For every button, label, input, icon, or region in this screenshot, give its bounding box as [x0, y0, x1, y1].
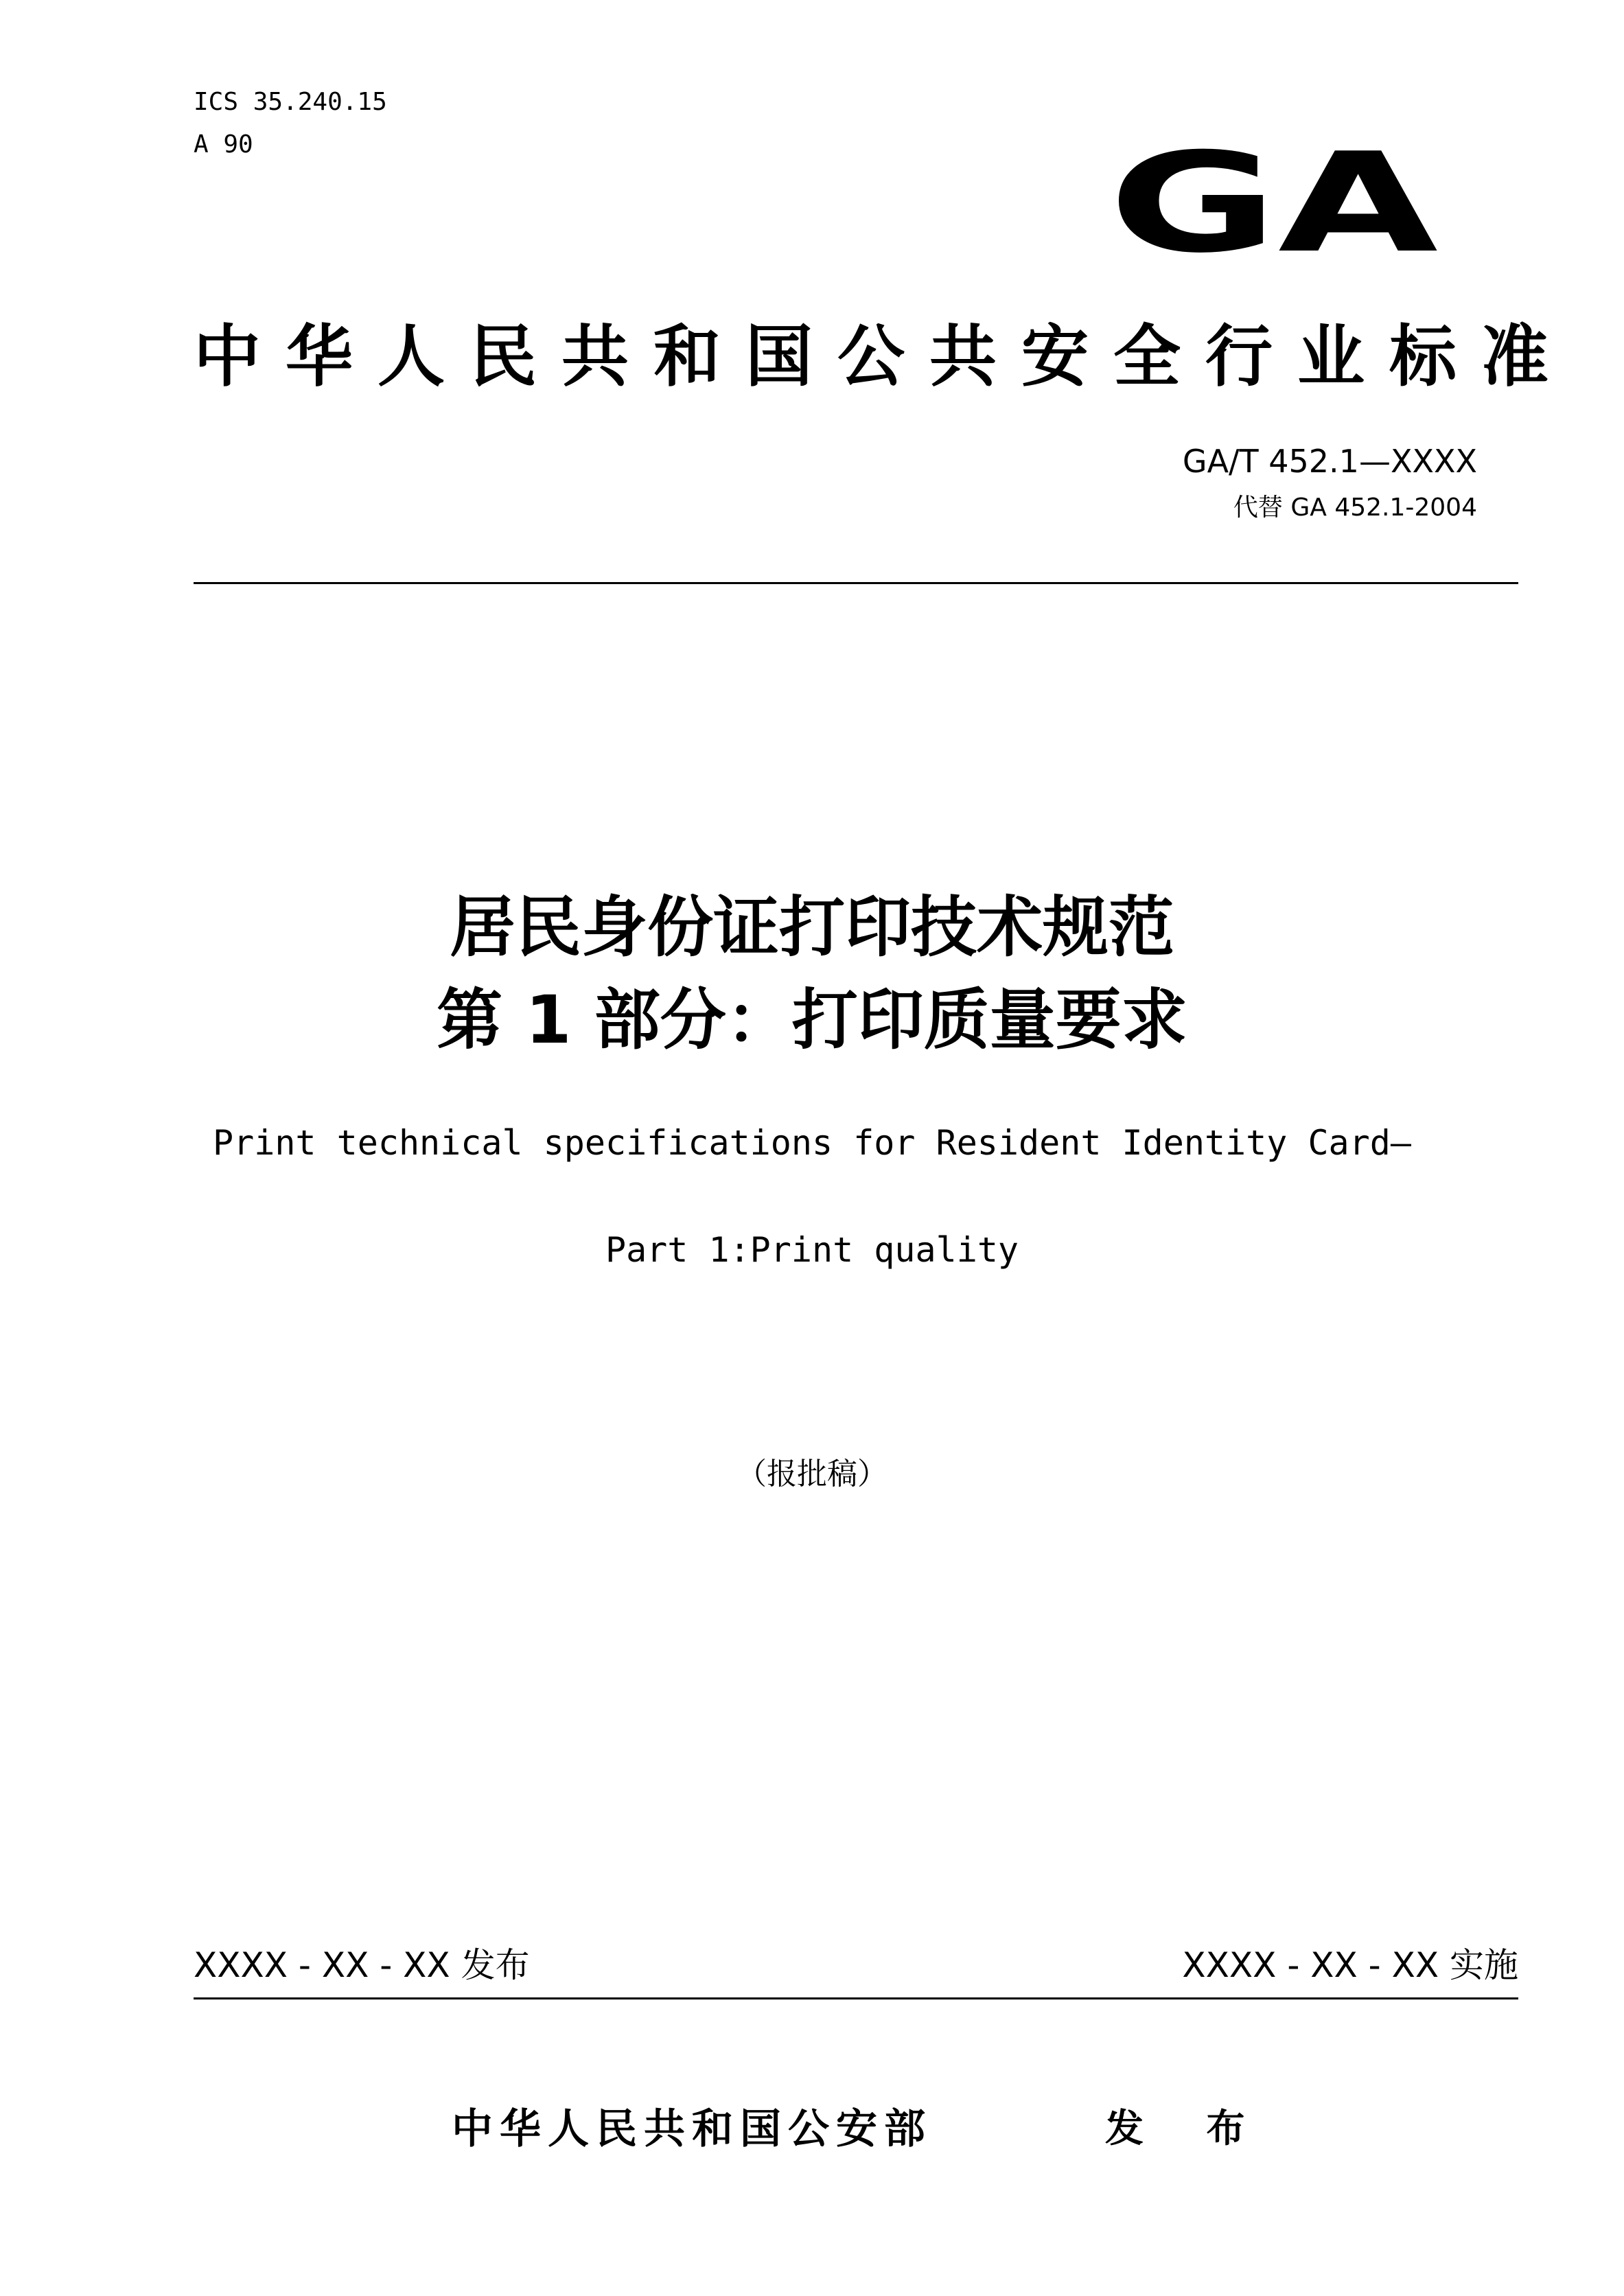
- footer-divider: [194, 1997, 1518, 1999]
- title-en-line2: Part 1:Print quality: [605, 1230, 1019, 1270]
- publisher: 中华人民共和国公安部: [452, 2105, 932, 2153]
- implement-date: XXXX - XX - XX 实施: [1182, 1945, 1518, 1985]
- draft-stage: （报批稿）: [736, 1457, 888, 1492]
- ga-logo: [1105, 148, 1441, 257]
- title-cn-line2: 第 1 部分：打印质量要求: [437, 982, 1187, 1058]
- classification-code: A 90: [194, 130, 253, 159]
- ics-code: [194, 81, 387, 166]
- ics-number: ICS 35.240.15: [194, 88, 387, 116]
- title-en-line1: Print technical specifications for Resident Identity Card—: [213, 1123, 1411, 1163]
- publish-word: 发 布: [1105, 2107, 1270, 2151]
- standard-title-text: 中华人民共和国公共安全行业标准: [194, 318, 1574, 396]
- title-cn-line1: 居民身份证打印技术规范: [450, 889, 1174, 966]
- logo-text: GA: [1109, 148, 1438, 257]
- replaces-note: 代替 GA 452.1-2004: [1233, 494, 1477, 522]
- standard-title: [194, 312, 1574, 402]
- publish-date: XXXX - XX - XX 发布: [194, 1945, 530, 1985]
- header-divider: [194, 582, 1518, 584]
- standard-number: GA/T 452.1—XXXX: [1182, 443, 1477, 480]
